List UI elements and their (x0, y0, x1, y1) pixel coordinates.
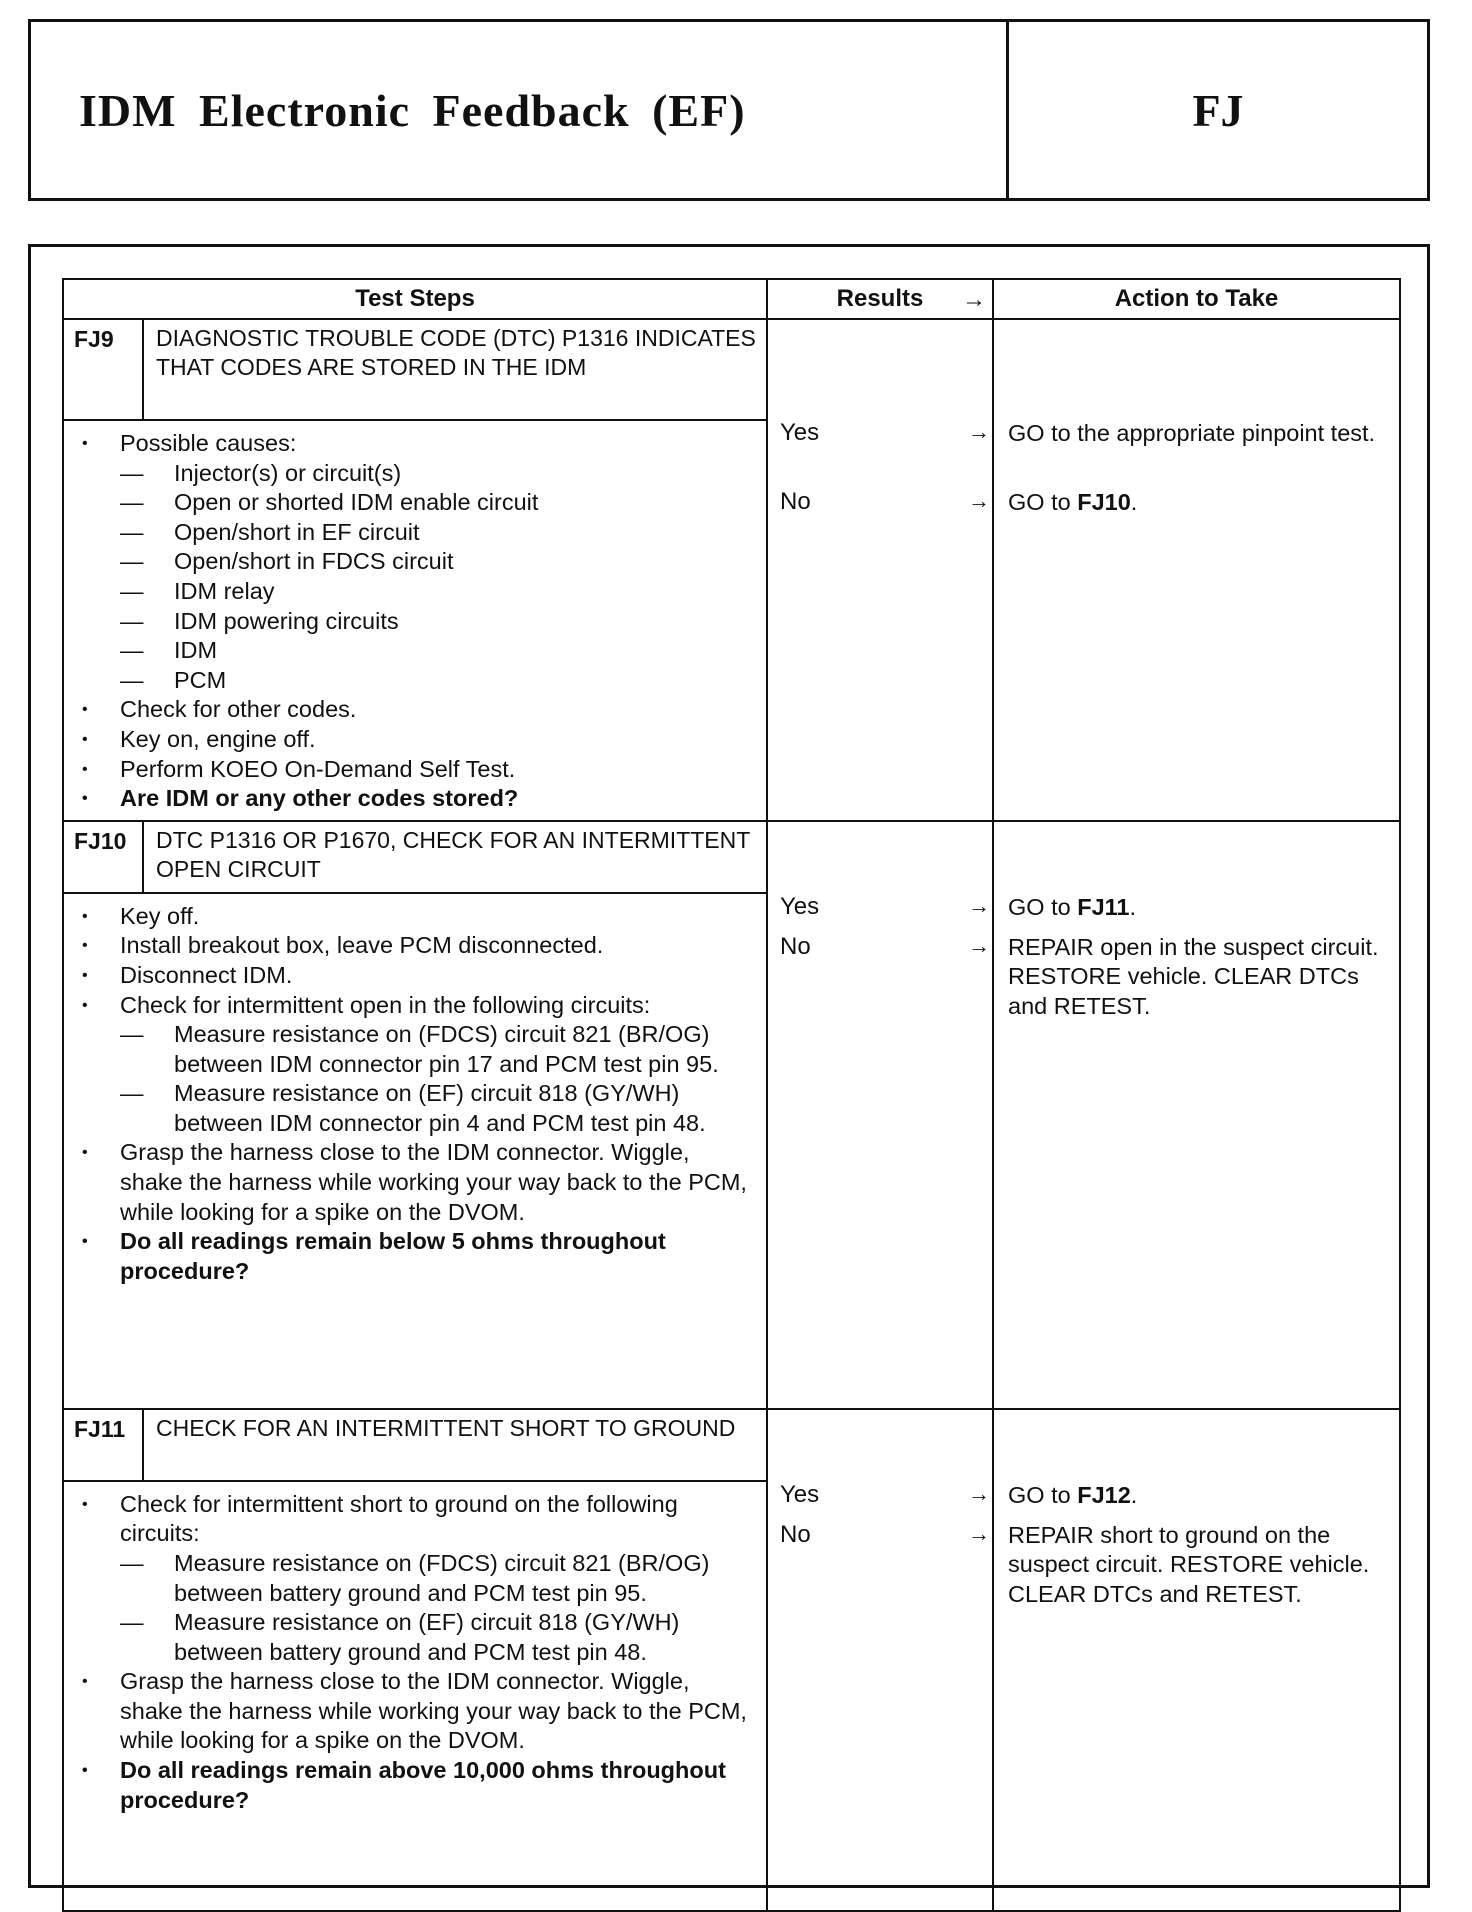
list-item: — Measure resistance on (FDCS) circuit 821 (BR/OG) between battery ground and PCM test pin 95. (76, 1549, 748, 1608)
list-item: • Possible causes: (76, 429, 748, 459)
step-id-fj10: FJ10 (63, 821, 143, 893)
list-item: • Key off. (76, 902, 748, 932)
result-no-fj11: No (780, 1520, 811, 1548)
col-header-test-steps: Test Steps (63, 279, 767, 319)
list-item: — Open or shorted IDM enable circuit (76, 488, 748, 518)
step-id-fj11: FJ11 (63, 1409, 143, 1481)
list-item: • Check for other codes. (76, 695, 748, 725)
list-item: — IDM (76, 636, 748, 666)
list-item: • Install breakout box, leave PCM disconnected. (76, 931, 748, 961)
step-title-fj11: CHECK FOR AN INTERMITTENT SHORT TO GROUND (143, 1409, 767, 1481)
step-id-fj9: FJ9 (63, 319, 143, 420)
result-no-fj10: No (780, 932, 811, 960)
question-fj10: • Do all readings remain below 5 ohms throughout procedure? (76, 1227, 748, 1286)
step-title-row-fj9 (63, 319, 1400, 420)
arrow-icon: → (968, 1520, 990, 1546)
action-yes-fj10: GO to FJ11. (1008, 893, 1137, 920)
procedure-fj11 (63, 1481, 767, 1911)
actions-fj10 (993, 821, 1400, 1409)
step-title-fj9: DIAGNOSTIC TROUBLE CODE (DTC) P1316 INDICATES THAT CODES ARE STORED IN THE IDM (143, 319, 767, 420)
actions-fj9 (993, 319, 1400, 821)
list-item: — Measure resistance on (EF) circuit 818 (GY/WH) between battery ground and PCM test pin 48. (76, 1608, 748, 1667)
arrow-icon: → (968, 488, 990, 513)
col-header-results (767, 279, 993, 319)
results-label: Results (836, 285, 924, 312)
test-steps-table (62, 278, 1401, 1912)
list-item: • Perform KOEO On-Demand Self Test. (76, 755, 748, 785)
list-item: • Disconnect IDM. (76, 961, 748, 991)
list-item: • Key on, engine off. (76, 725, 748, 755)
action-no-fj9: GO to FJ10. (1008, 489, 1138, 515)
title-cell (31, 22, 1009, 198)
result-no-fj9: No (780, 488, 811, 515)
results-fj10 (767, 821, 993, 1409)
step-title-fj10: DTC P1316 OR P1670, CHECK FOR AN INTERMITTENT OPEN CIRCUIT (143, 821, 767, 893)
page-header (28, 19, 1430, 201)
list-item: — Injector(s) or circuit(s) (76, 459, 748, 489)
arrow-icon: → (968, 932, 990, 958)
question-fj9: • Are IDM or any other codes stored? (76, 784, 748, 814)
procedure-fj9 (63, 420, 767, 821)
results-fj11 (767, 1409, 993, 1911)
result-yes-fj10: Yes (780, 892, 820, 920)
action-no-fj11: REPAIR short to ground on the suspect circuit. RESTORE vehicle. CLEAR DTCs and RETEST. (1008, 1521, 1370, 1607)
result-yes-fj9: Yes (780, 419, 820, 446)
step-title-row-fj11 (63, 1409, 1400, 1481)
list-item: — Measure resistance on (EF) circuit 818 (GY/WH) between IDM connector pin 4 and PCM test pin 48. (76, 1079, 748, 1138)
list-item: • Grasp the harness close to the IDM connector. Wiggle, shake the harness while working your way back to the PCM, while looking for a spike on the DVOM. (76, 1667, 748, 1756)
table-header-row (63, 279, 1400, 319)
list-item: — Measure resistance on (FDCS) circuit 821 (BR/OG) between IDM connector pin 17 and PCM test pin 95. (76, 1020, 748, 1079)
arrow-icon: → (962, 286, 986, 313)
action-yes-fj9: GO to the appropriate pinpoint test. (1008, 420, 1376, 446)
procedure-fj10 (63, 893, 767, 1409)
arrow-icon: → (968, 419, 990, 444)
code-cell (1009, 22, 1427, 198)
section-code: FJ (1192, 84, 1244, 136)
result-yes-fj11: Yes (780, 1480, 820, 1508)
arrow-icon: → (968, 892, 990, 918)
list-item: • Check for intermittent open in the following circuits: (76, 991, 748, 1021)
list-item: • Check for intermittent short to ground on the following circuits: (76, 1490, 748, 1549)
step-title-row-fj10 (63, 821, 1400, 893)
action-no-fj10: REPAIR open in the suspect circuit. RESTORE vehicle. CLEAR DTCs and RETEST. (1008, 933, 1379, 1019)
actions-fj11 (993, 1409, 1400, 1911)
list-item: • Grasp the harness close to the IDM connector. Wiggle, shake the harness while working your way back to the PCM, while looking for a spike on the DVOM. (76, 1138, 748, 1227)
list-item: — IDM powering circuits (76, 607, 748, 637)
arrow-icon: → (968, 1480, 990, 1506)
col-header-action: Action to Take (993, 279, 1400, 319)
list-item: — Open/short in EF circuit (76, 518, 748, 548)
list-item: — Open/short in FDCS circuit (76, 547, 748, 577)
question-fj11: • Do all readings remain above 10,000 ohms throughout procedure? (76, 1756, 748, 1815)
action-yes-fj11: GO to FJ12. (1008, 1481, 1138, 1508)
results-fj9 (767, 319, 993, 821)
page-title: IDM Electronic Feedback (EF) (79, 84, 746, 136)
list-item: — PCM (76, 666, 748, 696)
list-item: — IDM relay (76, 577, 748, 607)
